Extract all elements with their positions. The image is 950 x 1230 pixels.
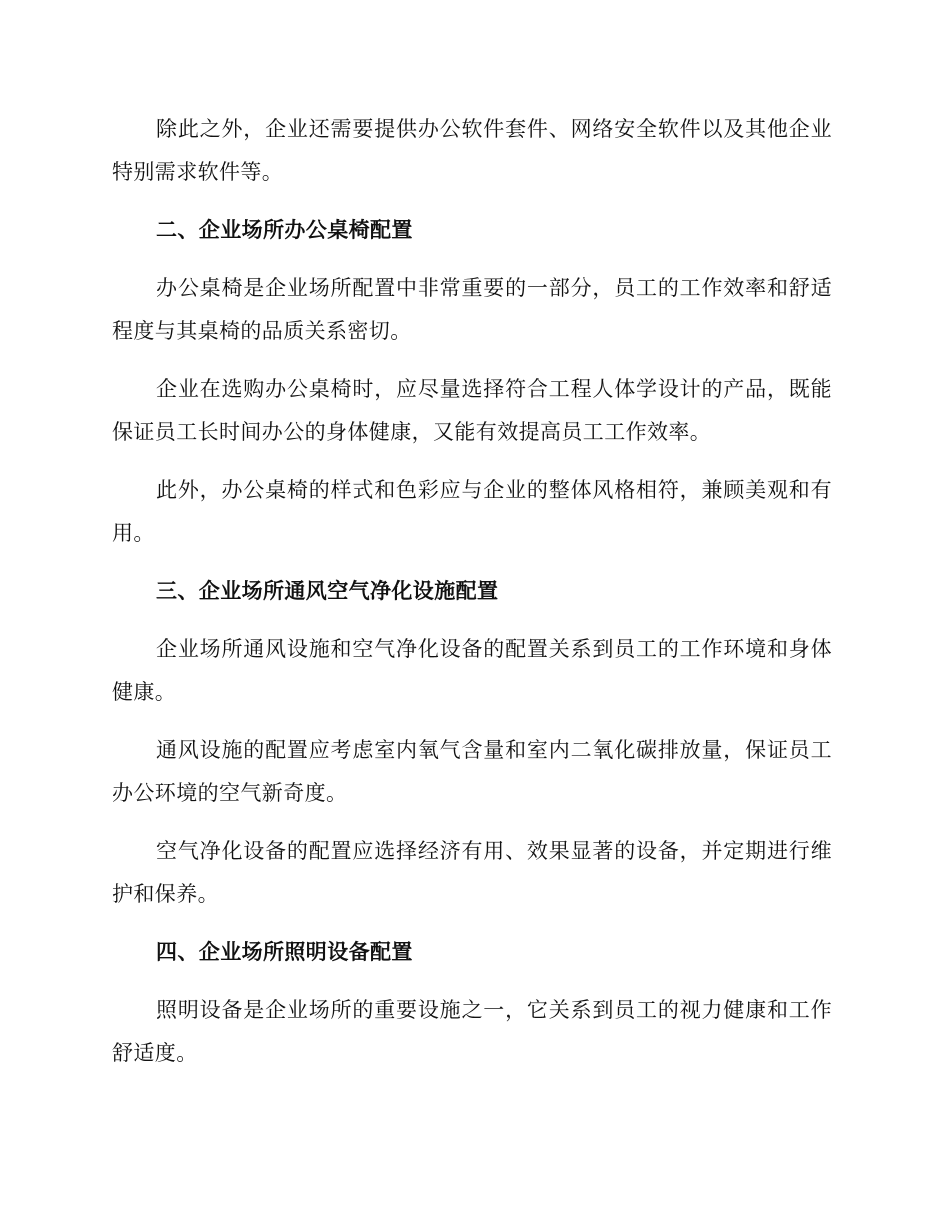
section-heading-lighting: 四、企业场所照明设备配置: [156, 940, 413, 964]
paragraph-ventilation-config: 通风设施的配置应考虑室内氧气含量和室内二氧化碳排放量，保证员工办公环境的空气新奇度。: [112, 738, 832, 805]
paragraph-desks-style: 此外，办公桌椅的样式和色彩应与企业的整体风格相符，兼顾美观和有用。: [112, 478, 832, 545]
document-body: [112, 108, 832, 1090]
paragraph-lighting-importance: 照明设备是企业场所的重要设施之一，它关系到员工的视力健康和工作舒适度。: [112, 998, 832, 1065]
paragraph-air-purification: 空气净化设备的配置应选择经济有用、效果显著的设备，并定期进行维护和保养。: [112, 839, 832, 906]
paragraph-desks-importance: 办公桌椅是企业场所配置中非常重要的一部分，员工的工作效率和舒适程度与其桌椅的品质关系密切。: [112, 276, 832, 343]
paragraph-software: 除此之外，企业还需要提供办公软件套件、网络安全软件以及其他企业特别需求软件等。: [112, 117, 832, 184]
section-heading-desks-chairs: 二、企业场所办公桌椅配置: [156, 218, 413, 242]
paragraph-desks-ergonomics: 企业在选购办公桌椅时，应尽量选择符合工程人体学设计的产品，既能保证员工长时间办公的身体健康，又能有效提高员工工作效率。: [112, 377, 832, 444]
paragraph-ventilation-importance: 企业场所通风设施和空气净化设备的配置关系到员工的工作环境和身体健康。: [112, 637, 832, 704]
section-heading-ventilation: 三、企业场所通风空气净化设施配置: [156, 579, 499, 603]
